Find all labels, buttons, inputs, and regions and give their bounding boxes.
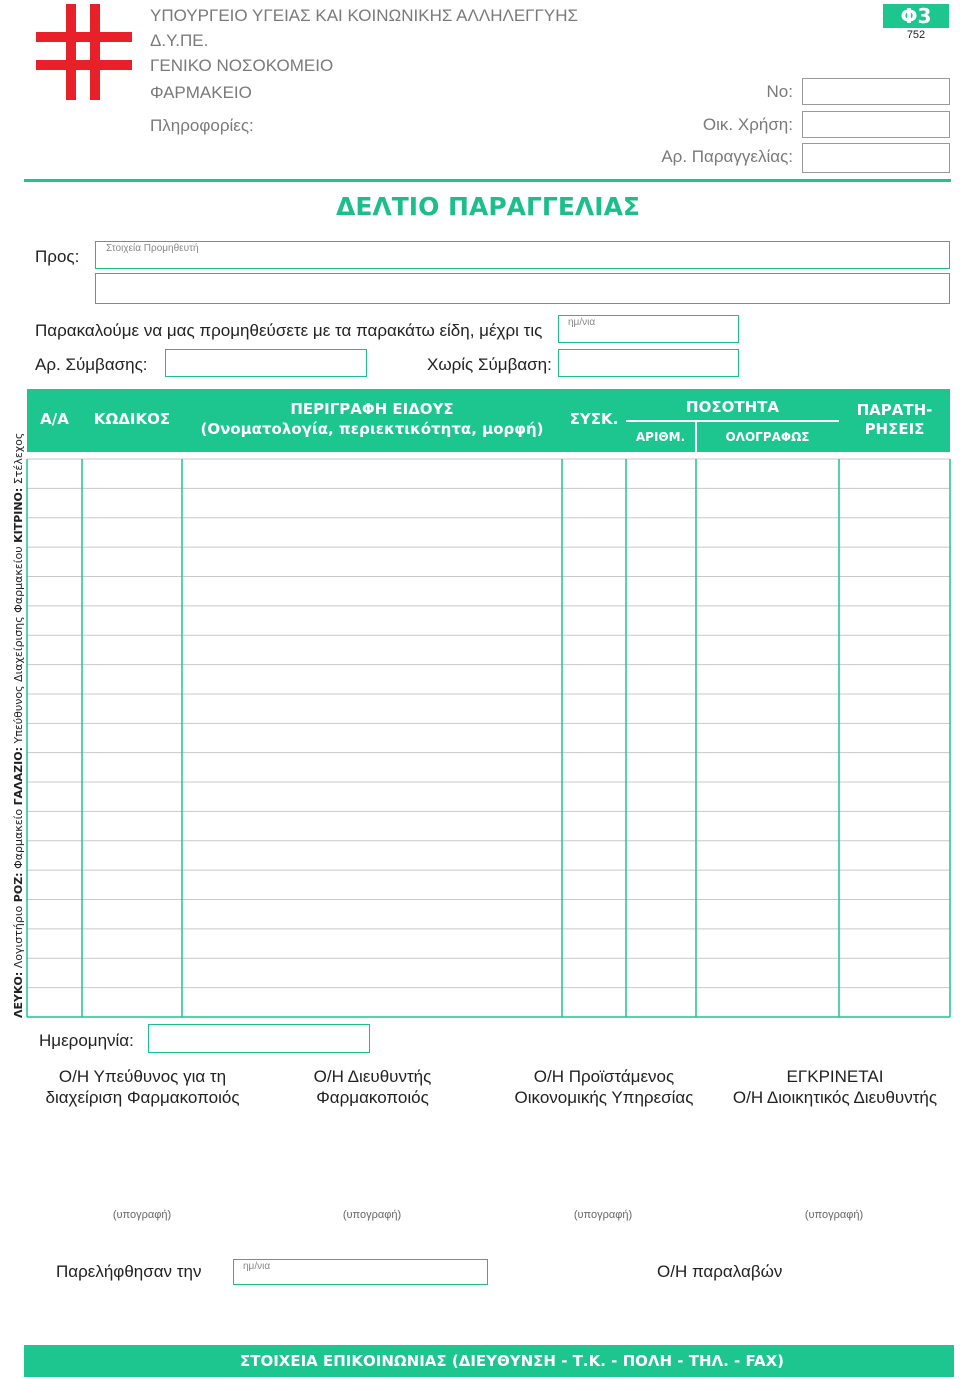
signature-2-line2: Φαρμακοποιός xyxy=(316,1088,429,1107)
col-notes-line1: ΠΑΡΑΤΗ- xyxy=(856,401,933,419)
signature-4-hint: (υπογραφή) xyxy=(804,1209,864,1221)
fiscal-year-label: Οικ. Χρήση: xyxy=(702,115,793,134)
receiver-label: Ο/Η παραλαβών xyxy=(657,1262,783,1281)
recipient-label: Προς: xyxy=(35,247,80,266)
date-field[interactable] xyxy=(148,1024,370,1053)
order-no-label: Αρ. Παραγγελίας: xyxy=(661,147,793,166)
pink-copy-text: Φαρμακείο xyxy=(12,808,25,869)
signature-1-line2: διαχείριση Φαρμακοποιός xyxy=(45,1088,240,1107)
col-code: ΚΩΔΙΚΟΣ xyxy=(93,410,171,428)
col-desc-line2: (Ονοματολογία, περιεκτικότητα, μορφή) xyxy=(200,420,544,438)
signature-block-4 xyxy=(720,1066,950,1108)
signature-block-1 xyxy=(30,1066,255,1108)
blue-copy-label: ΓΑΛΑΖΙΟ: xyxy=(12,747,25,806)
hospital-name: ΓΕΝΙΚΟ ΝΟΣΟΚΟΜΕΙΟ xyxy=(150,56,334,75)
no-label: Νο: xyxy=(766,82,793,101)
signature-4-line2: Ο/Η Διοικητικός Διευθυντής xyxy=(732,1088,938,1107)
signature-2-line1: Ο/Η Διευθυντής xyxy=(313,1067,432,1086)
yellow-copy-text: Στέλεχος xyxy=(12,432,25,485)
col-qty-words: ΟΛΟΓΡΑΦΩΣ xyxy=(725,430,810,444)
request-text: Παρακαλούμε να μας προμηθεύσετε με τα παρακάτω είδη, μέχρι τις xyxy=(35,321,543,340)
ministry-name: ΥΠΟΥΡΓΕΙΟ ΥΓΕΙΑΣ ΚΑΙ ΚΟΙΝΩΝΙΚΗΣ ΑΛΛΗΛΕΓΓΥΗΣ xyxy=(150,6,579,25)
col-notes-line2: ΡΗΣΕΙΣ xyxy=(864,420,925,438)
signature-block-3 xyxy=(490,1066,718,1108)
pink-copy-label: ΡΟΖ: xyxy=(12,872,25,903)
no-contract-label: Χωρίς Σύμβαση: xyxy=(427,355,552,374)
signature-3-line1: Ο/Η Προϊστάμενος xyxy=(533,1067,675,1086)
deadline-date-hint: ημ/νια xyxy=(568,317,596,328)
received-date-hint: ημ/νια xyxy=(243,1261,271,1272)
col-qty-num: ΑΡΙΘΜ. xyxy=(635,430,686,444)
date-label: Ημερομηνία: xyxy=(39,1031,134,1050)
signature-block-2 xyxy=(270,1066,475,1108)
white-copy-label: ΛΕΥΚΟ: xyxy=(12,971,25,1018)
received-label: Παρελήφθησαν την xyxy=(56,1262,202,1281)
received-date-field[interactable] xyxy=(233,1259,488,1285)
col-aa: Α/Α xyxy=(40,410,69,428)
col-qty: ΠΟΣΟΤΗΤΑ xyxy=(686,398,779,416)
signature-3-hint: (υπογραφή) xyxy=(573,1209,633,1221)
supplier-hint: Στοιχεία Προμηθευτή xyxy=(106,243,199,254)
col-pack: ΣΥΣΚ. xyxy=(569,410,619,428)
signature-1-hint: (υπογραφή) xyxy=(112,1209,172,1221)
form-number: 752 xyxy=(906,29,926,41)
white-copy-text: Λογιστήριο xyxy=(12,905,25,969)
dype-name: Δ.Υ.ΠΕ. xyxy=(150,31,209,50)
info-label: Πληροφορίες: xyxy=(150,116,254,135)
form-code: Φ3 xyxy=(900,4,932,28)
contract-label: Αρ. Σύμβασης: xyxy=(35,355,148,374)
yellow-copy-label: ΚΙΤΡΙΝΟ: xyxy=(12,487,25,543)
form-title: ΔΕΛΤΙΟ ΠΑΡΑΓΓΕΛΙΑΣ xyxy=(335,192,641,221)
contact-footer xyxy=(24,1345,954,1377)
signature-3-line2: Οικονομικής Υπηρεσίας xyxy=(514,1088,694,1107)
blue-copy-text: Υπεύθυνος Διαχείρισης Φαρμακείου xyxy=(12,546,25,744)
copy-distribution-note xyxy=(12,433,25,1018)
signature-2-hint: (υπογραφή) xyxy=(342,1209,402,1221)
contact-footer-text: ΣΤΟΙΧΕΙΑ ΕΠΙΚΟΙΝΩΝΙΑΣ (ΔΙΕΥΘΥΝΣΗ - Τ.Κ. - ΠΟΛΗ - ΤΗΛ. - FAX) xyxy=(239,1352,785,1370)
signature-1-line1: Ο/Η Υπεύθυνος για τη xyxy=(58,1067,227,1086)
signature-4-line1: ΕΓΚΡΙΝΕΤΑΙ xyxy=(786,1067,884,1086)
col-desc-line1: ΠΕΡΙΓΡΑΦΗ ΕΙΔΟΥΣ xyxy=(290,400,454,418)
pharmacy-name: ΦΑΡΜΑΚΕΙΟ xyxy=(150,83,252,102)
